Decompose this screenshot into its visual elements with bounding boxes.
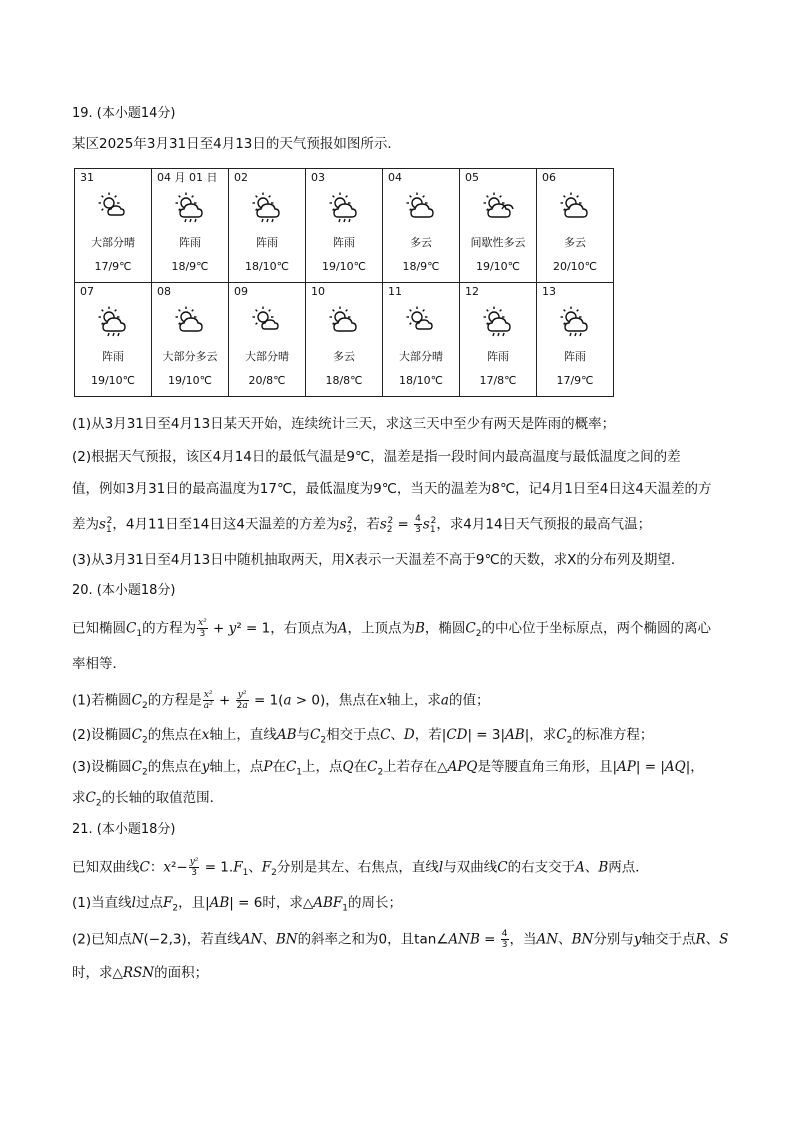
weather-temperature: 18/9℃ [402,260,440,273]
weather-temperature: 20/8℃ [248,374,286,387]
q20-part3-line2: 求$C_2$的长轴的取值范围． [72,790,224,809]
q20-part2: (2)设椭圆$C_2$的焦点在x轴上，直线AB与$C_2$相交于点C、D，若|CD| = 3|AB|，求$C_2$的标准方程； [72,727,654,746]
weather-day-cell [383,283,460,397]
q20-part3-line1: (3)设椭圆$C_2$的焦点在y轴上，点P在$C_1$上，点Q在$C_2$上若存在△APQ是等腰直角三角形，且|AP| = |AQ|， [72,759,704,778]
q21-part2-line2: 时，求△RSN的面积； [72,965,209,981]
weather-temperature: 19/10℃ [167,374,213,387]
weather-cell-content [229,283,305,396]
weather-cell-content [460,169,536,282]
weather-cell-content [152,169,228,282]
q20-header: 20. (本小题18分) [72,583,176,598]
partly-sunny-icon [95,191,131,223]
weather-date: 11 [388,285,402,298]
weather-condition: 阵雨 [564,350,586,363]
weather-cell-content [75,283,151,396]
weather-temperature: 19/10℃ [321,260,367,273]
partly-sunny-icon [249,305,285,337]
weather-date: 02 [234,171,248,184]
weather-temperature: 18/10℃ [398,374,444,387]
weather-cell-content [537,283,613,396]
weather-condition: 间歇性多云 [470,236,526,249]
weather-day-cell [383,169,460,283]
weather-condition: 阵雨 [333,236,355,249]
q21-intro: 已知双曲线C：x²− $\frac{\text{y²}}{3}$ = $1.F_1$、$F_2$分别是其左、右焦点，直线l与双曲线C的右支交于A、B两点． [72,857,649,879]
weather-day-cell [152,283,229,397]
weather-day-cell [460,283,537,397]
shower-icon [95,305,131,337]
q19-part2-line1: (2)根据天气预报，该区4月14日的最低气温是9℃，温差是指一段时间内最高温度与最低温度之间的差 [72,449,681,465]
weather-date: 10 [311,285,325,298]
weather-day-cell [75,283,152,397]
weather-day-cell [306,169,383,283]
cloudy-icon [557,191,593,223]
cloudy-icon [403,191,439,223]
cloudy-icon [326,305,362,337]
weather-cell-content [383,283,459,396]
weather-condition: 大部分晴 [245,350,289,363]
shower-icon [249,191,285,223]
weather-cell-content [306,169,382,282]
weather-temperature: 17/9℃ [94,260,132,273]
weather-day-cell [152,169,229,283]
weather-row [75,283,614,397]
q20-intro-line1: 已知椭圆$C_1$的方程为 $\frac{\text{x²}}{3}$ + y² = 1，右顶点为A，上顶点为B，椭圆$C_2$的中心位于坐标原点，两个椭圆的离心 [72,618,711,640]
weather-temperature: 19/10℃ [90,374,136,387]
weather-condition: 多云 [410,236,432,249]
weather-temperature: 18/9℃ [171,260,209,273]
weather-date: 07 [80,285,94,298]
weather-day-cell [537,283,614,397]
weather-date: 08 [157,285,171,298]
weather-temperature: 20/10℃ [552,260,598,273]
weather-date: 04 [388,171,402,184]
shower-icon [557,305,593,337]
weather-cell-content [460,283,536,396]
weather-condition: 大部分晴 [91,236,135,249]
weather-row [75,169,614,283]
weather-date: 06 [542,171,556,184]
weather-date: 12 [465,285,479,298]
intermittent-cloudy-icon [480,191,516,223]
weather-date: 05 [465,171,479,184]
weather-temperature: 18/8℃ [325,374,363,387]
weather-cell-content [537,169,613,282]
shower-icon [172,191,208,223]
q21-header: 21. (本小题18分) [72,822,176,837]
weather-condition: 多云 [333,350,355,363]
q20-part1: (1)若椭圆$C_2$的方程是 $\frac{\text{x²}}{\text{a²}}$ + $\frac{\text{y²}}{2a}$ = 1(a > 0)，焦点在x轴上，求a的值； [72,690,490,712]
weather-condition: 大部分多云 [162,350,218,363]
weather-date: 04 月 01 日 [157,171,218,184]
weather-cell-content [306,283,382,396]
weather-day-cell [75,169,152,283]
weather-temperature: 19/10℃ [475,260,521,273]
weather-date: 09 [234,285,248,298]
q20-intro-line2: 率相等． [72,656,126,672]
weather-date: 13 [542,285,556,298]
weather-date: 03 [311,171,325,184]
weather-condition: 阵雨 [256,236,278,249]
weather-condition: 阵雨 [102,350,124,363]
weather-day-cell [460,169,537,283]
q19-part3: (3)从3月31日至4月13日中随机抽取两天，用X表示一天温差不高于9℃的天数，求X的分布列及期望． [72,552,685,568]
q19-header: 19. (本小题14分) [72,106,176,121]
q21-part2-line1: (2)已知点N(−2,3)，若直线AN、BN的斜率之和为0，且tan∠ANB = $\frac{4}{3}$ ，当AN、BN分别与y轴交于点R、S [72,929,729,950]
weather-temperature: 17/9℃ [556,374,594,387]
weather-cell-content [75,169,151,282]
weather-day-cell [537,169,614,283]
partly-sunny-icon [403,305,439,337]
q19-part2-line2: 值，例如3月31日的最高温度为17℃，最低温度为9℃，当天的温差为8℃，记4月1日至4日这4天温差的方 [72,481,712,497]
weather-cell-content [229,169,305,282]
weather-day-cell [306,283,383,397]
shower-icon [480,305,516,337]
shower-icon [326,191,362,223]
weather-condition: 阵雨 [487,350,509,363]
weather-date: 31 [80,171,94,184]
weather-condition: 多云 [564,236,586,249]
weather-forecast-table [74,168,614,397]
weather-day-cell [229,169,306,283]
weather-temperature: 18/10℃ [244,260,290,273]
q19-part2-line3: 差为$s_1^2$，4月11日至14日这4天温差的方差为$s_2^2$，若$s_2^2$ = $\frac{4}{3}$ $s_1^2$，求4月14日天气预报的最高气温； [72,514,652,536]
weather-condition: 阵雨 [179,236,201,249]
weather-cell-content [383,169,459,282]
q19-part1: (1)从3月31日至4月13日某天开始，连续统计三天，求这三天中至少有两天是阵雨的概率； [72,416,616,432]
q19-intro: 某区2025年3月31日至4月13日的天气预报如图所示． [72,136,401,152]
q21-part1: (1)当直线l过点$F_2$，且|AB| = 6时，求$\triangle ABF_1$的周长； [72,895,403,914]
cloudy-icon [172,305,208,337]
weather-cell-content [152,283,228,396]
weather-temperature: 17/8℃ [479,374,517,387]
weather-condition: 大部分晴 [399,350,443,363]
weather-day-cell [229,283,306,397]
